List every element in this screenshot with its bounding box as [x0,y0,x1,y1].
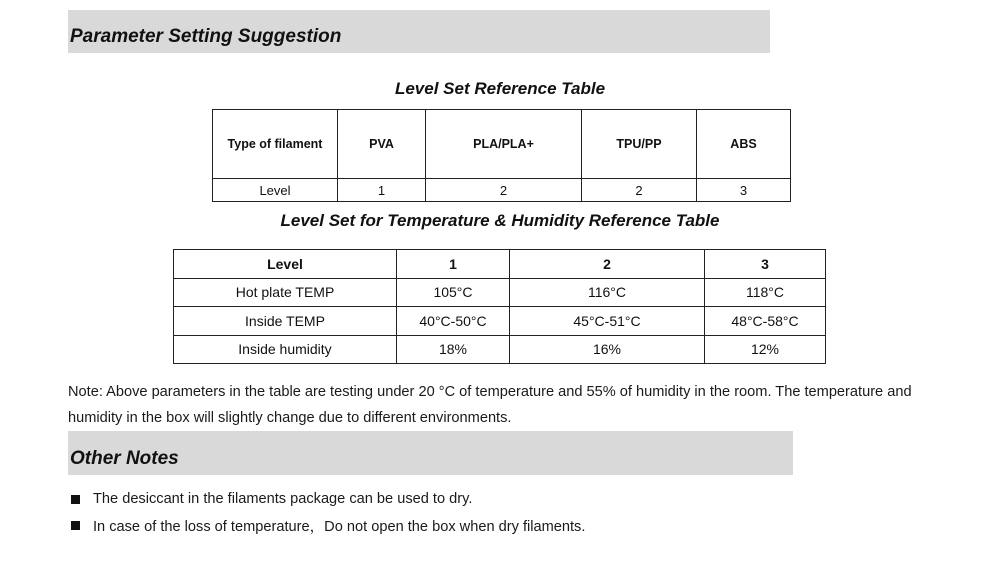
table-header-cell: 2 [510,250,705,279]
table-cell: 105°C [397,278,510,307]
table-header-row [174,250,826,279]
table-cell: 45°C-51°C [510,307,705,336]
list-item-text: In case of the loss of temperature，Do not open the box when dry filaments. [93,518,586,535]
table-header-cell: 3 [705,250,826,279]
table-cell: 3 [697,179,791,202]
list-item-text: The desiccant in the filaments package can be used to dry. [93,491,473,507]
table-header-cell: TPU/PP [582,110,697,179]
table-row [174,335,826,364]
square-bullet-icon [71,521,80,530]
table-header-cell: PVA [338,110,426,179]
table-cell: 2 [426,179,582,202]
other-notes-list [70,486,585,538]
table-cell: Inside TEMP [174,307,397,336]
table-header-row [213,110,791,179]
table-cell: 40°C-50°C [397,307,510,336]
table-header-cell: PLA/PLA+ [426,110,582,179]
table-cell: 48°C-58°C [705,307,826,336]
table-cell: 16% [510,335,705,364]
table-cell: Hot plate TEMP [174,278,397,307]
table-cell: 1 [338,179,426,202]
table-cell: 118°C [705,278,826,307]
temperature-humidity-table [173,249,826,364]
table-header-cell: Level [174,250,397,279]
table-cell: 2 [582,179,697,202]
list-item [70,512,585,538]
table-header-cell: Type of filament [213,110,338,179]
table-row [174,278,826,307]
other-notes-heading-text: Other Notes [70,448,179,469]
note-paragraph: Note: Above parameters in the table are testing under 20 °C of temperature and 55% of humidity in the room. The temperature and humidity in the box will slightly change due to different environments. [68,384,912,426]
table-header-cell: 1 [397,250,510,279]
table-cell: Inside humidity [174,335,397,364]
parameter-setting-heading-text: Parameter Setting Suggestion [70,25,342,47]
table-row [174,307,826,336]
table-cell: 12% [705,335,826,364]
other-notes-heading [68,431,793,475]
list-item [70,486,585,512]
level-reference-table [212,109,791,202]
table-cell: 18% [397,335,510,364]
table-header-cell: ABS [697,110,791,179]
temp-table-title: Level Set for Temperature & Humidity Reference Table [280,211,720,230]
table-row [213,179,791,202]
parameter-setting-heading [68,10,770,53]
level-table-title: Level Set Reference Table [394,79,606,98]
square-bullet-icon [71,495,80,504]
table-cell: 116°C [510,278,705,307]
table-cell: Level [213,179,338,202]
